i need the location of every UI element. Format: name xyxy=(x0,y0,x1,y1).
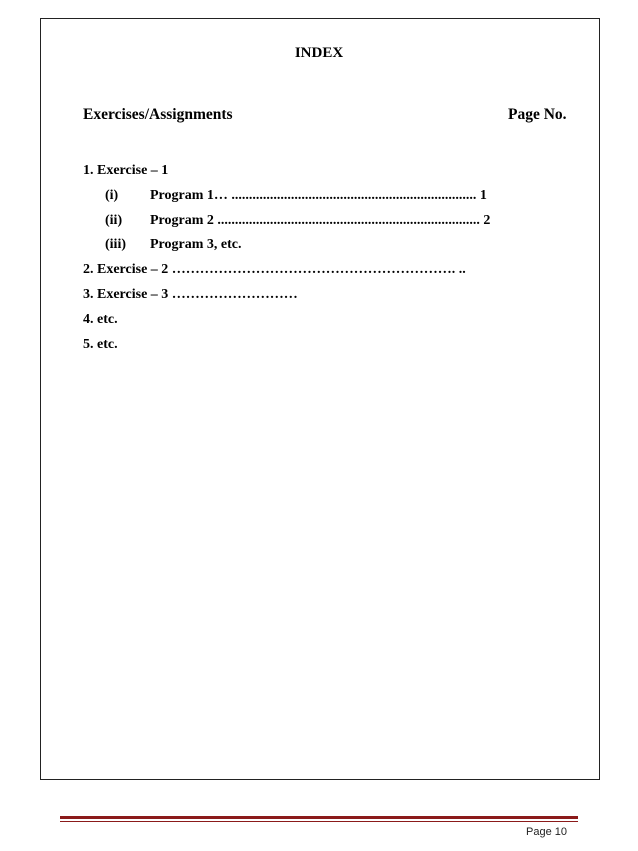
sub-entry-number-ii: (ii) xyxy=(105,213,123,228)
sub-entry-number-iii: (iii) xyxy=(105,237,126,252)
footer-rule-thick xyxy=(60,816,578,819)
page-border xyxy=(40,18,600,780)
sub-entry-program-1: Program 1… ...................................................................... 1 xyxy=(150,188,487,203)
column-heading-page-no: Page No. xyxy=(508,106,567,123)
index-entry-4: 4. etc. xyxy=(83,312,118,327)
sub-entry-number-i: (i) xyxy=(105,188,119,203)
sub-entry-program-3: Program 3, etc. xyxy=(150,237,242,252)
sub-entry-program-2: Program 2 ........................................................................... 2 xyxy=(150,213,491,228)
column-heading-exercises: Exercises/Assignments xyxy=(83,106,233,123)
index-title: INDEX xyxy=(294,45,344,61)
index-entry-exercise-3: 3. Exercise – 3 ……………………… xyxy=(83,287,298,302)
page-number: Page 10 xyxy=(526,826,567,838)
index-entry-5: 5. etc. xyxy=(83,337,118,352)
index-entry-exercise-2: 2. Exercise – 2 ……………………………………………………. .. xyxy=(83,262,466,277)
footer-rule-thin xyxy=(60,821,578,822)
index-entry-exercise-1: 1. Exercise – 1 xyxy=(83,163,169,178)
